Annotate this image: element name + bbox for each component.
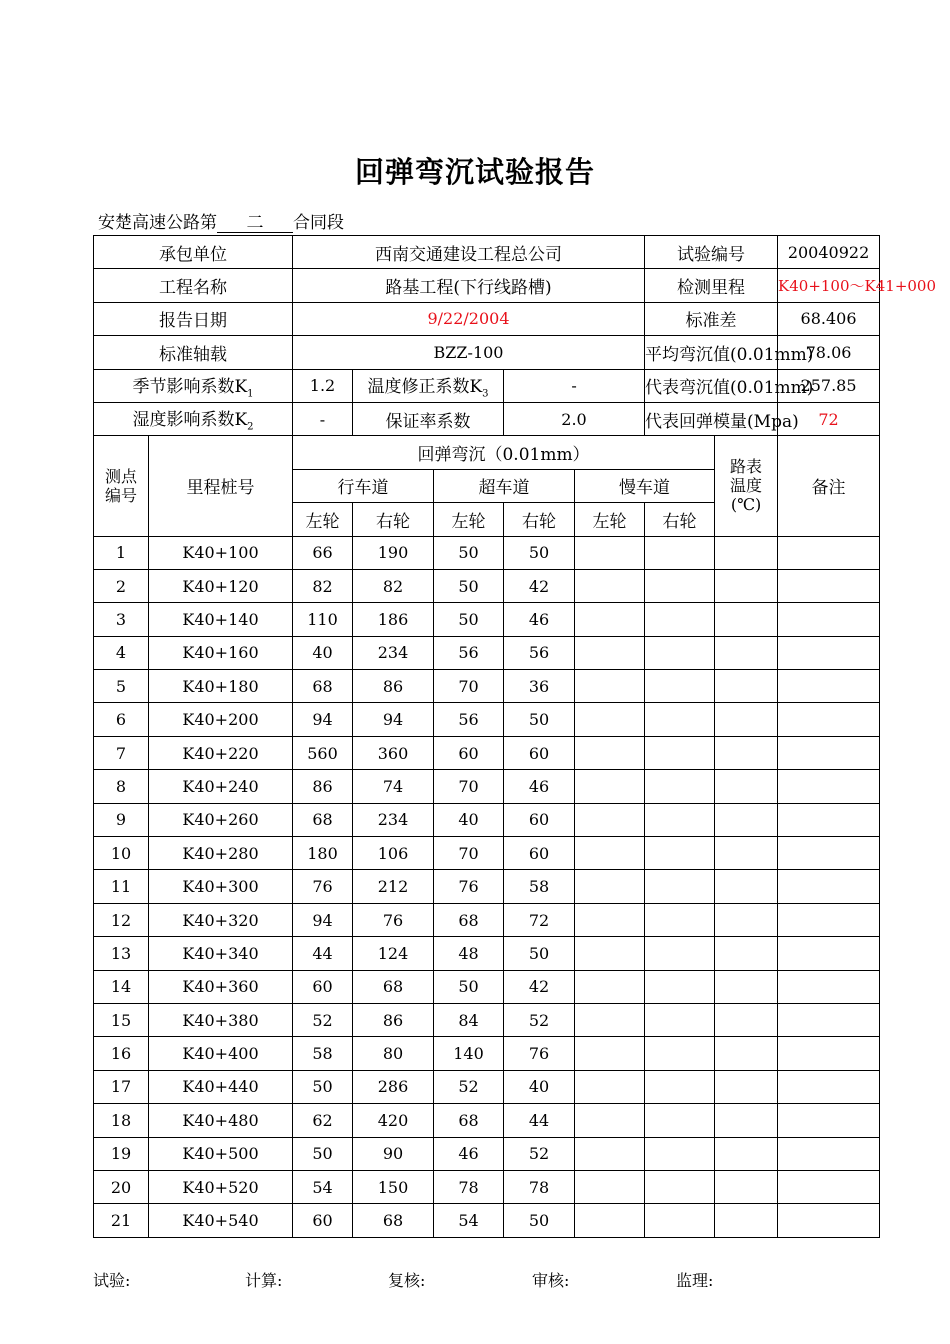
table-row [94, 1070, 880, 1103]
passing-right-cell: 50 [504, 703, 575, 736]
passing-right-cell: 42 [504, 970, 575, 1003]
slow-right-cell [645, 903, 715, 936]
sign-calc: 计算: [245, 1271, 283, 1290]
table-row [94, 1204, 880, 1237]
temperature-cell [715, 1037, 778, 1070]
point-no-cell: 21 [94, 1204, 149, 1237]
axle-value: BZZ-100 [293, 336, 645, 369]
point-no-cell: 14 [94, 970, 149, 1003]
subtitle-prefix: 安楚高速公路第 [98, 213, 217, 233]
passing-left-cell: 50 [434, 603, 504, 636]
table-row [94, 837, 880, 870]
remark-cell [778, 670, 880, 703]
table-row [94, 1037, 880, 1070]
station-cell: K40+480 [149, 1104, 293, 1137]
passing-right-cell: 40 [504, 1070, 575, 1103]
temperature-cell [715, 1104, 778, 1137]
passing-left-cell: 52 [434, 1070, 504, 1103]
temperature-cell [715, 536, 778, 569]
info-row [94, 369, 880, 402]
info-row [94, 269, 880, 302]
driving-right-cell: 106 [353, 837, 434, 870]
left-wheel-header: 左轮 [575, 503, 645, 536]
station-header: 里程桩号 [149, 436, 293, 536]
driving-left-cell: 82 [293, 569, 353, 602]
passing-left-cell: 54 [434, 1204, 504, 1237]
right-wheel-header: 右轮 [504, 503, 575, 536]
slow-right-cell [645, 1003, 715, 1036]
remark-cell [778, 937, 880, 970]
remark-cell [778, 536, 880, 569]
slow-left-cell [575, 670, 645, 703]
deflection-header: 回弹弯沉（0.01mm） [293, 436, 715, 469]
slow-left-cell [575, 569, 645, 602]
passing-right-cell: 50 [504, 536, 575, 569]
station-cell: K40+400 [149, 1037, 293, 1070]
driving-left-cell: 58 [293, 1037, 353, 1070]
driving-right-cell: 68 [353, 970, 434, 1003]
point-no-cell: 15 [94, 1003, 149, 1036]
passing-left-cell: 84 [434, 1003, 504, 1036]
passing-left-cell: 70 [434, 837, 504, 870]
slow-right-cell [645, 670, 715, 703]
driving-right-cell: 86 [353, 670, 434, 703]
subtitle-suffix: 合同段 [293, 213, 344, 233]
header-row [94, 436, 880, 469]
slow-right-cell [645, 603, 715, 636]
remark-cell [778, 803, 880, 836]
station-cell: K40+520 [149, 1170, 293, 1203]
remark-cell [778, 1003, 880, 1036]
passing-left-cell: 140 [434, 1037, 504, 1070]
passing-left-cell: 56 [434, 636, 504, 669]
driving-left-cell: 60 [293, 1204, 353, 1237]
left-wheel-header: 左轮 [293, 503, 353, 536]
temperature-cell [715, 837, 778, 870]
measurement-rows [94, 536, 880, 1237]
mileage-value: K40+100～K41+000 [778, 269, 880, 302]
passing-left-cell: 50 [434, 569, 504, 602]
table-row [94, 670, 880, 703]
point-no-cell: 3 [94, 603, 149, 636]
avg-deflection-label: 平均弯沉值(0.01mm) [645, 336, 778, 369]
remark-cell [778, 1170, 880, 1203]
std-dev-label: 标准差 [645, 302, 778, 335]
station-cell: K40+500 [149, 1137, 293, 1170]
driving-right-cell: 150 [353, 1170, 434, 1203]
station-cell: K40+160 [149, 636, 293, 669]
passing-left-cell: 60 [434, 736, 504, 769]
driving-left-cell: 86 [293, 770, 353, 803]
slow-right-cell [645, 736, 715, 769]
passing-left-cell: 56 [434, 703, 504, 736]
remark-cell [778, 1037, 880, 1070]
passing-left-cell: 50 [434, 536, 504, 569]
station-cell: K40+120 [149, 569, 293, 602]
slow-left-cell [575, 1137, 645, 1170]
temperature-cell [715, 1204, 778, 1237]
slow-right-cell [645, 1037, 715, 1070]
remark-header: 备注 [778, 436, 880, 536]
station-cell: K40+100 [149, 536, 293, 569]
passing-left-cell: 70 [434, 670, 504, 703]
mileage-label: 检测里程 [645, 269, 778, 302]
driving-left-cell: 76 [293, 870, 353, 903]
driving-right-cell: 74 [353, 770, 434, 803]
driving-lane-header: 行车道 [293, 469, 434, 502]
passing-left-cell: 70 [434, 770, 504, 803]
contractor-value: 西南交通建设工程总公司 [293, 236, 645, 269]
k1-label: 季节影响系数$K_1$ [94, 369, 293, 402]
std-dev-value: 68.406 [778, 302, 880, 335]
passing-right-cell: 60 [504, 803, 575, 836]
driving-left-cell: 560 [293, 736, 353, 769]
slow-lane-header: 慢车道 [575, 469, 715, 502]
guarantee-label: 保证率系数 [353, 402, 504, 435]
slow-left-cell [575, 1170, 645, 1203]
avg-deflection-value: 78.06 [778, 336, 880, 369]
driving-right-cell: 68 [353, 1204, 434, 1237]
point-no-cell: 8 [94, 770, 149, 803]
slow-right-cell [645, 837, 715, 870]
station-cell: K40+320 [149, 903, 293, 936]
slow-left-cell [575, 937, 645, 970]
driving-left-cell: 40 [293, 636, 353, 669]
driving-left-cell: 66 [293, 536, 353, 569]
test-no-label: 试验编号 [645, 236, 778, 269]
station-cell: K40+360 [149, 970, 293, 1003]
table-row [94, 636, 880, 669]
slow-left-cell [575, 970, 645, 1003]
station-cell: K40+260 [149, 803, 293, 836]
remark-cell [778, 970, 880, 1003]
slow-right-cell [645, 703, 715, 736]
driving-right-cell: 420 [353, 1104, 434, 1137]
station-cell: K40+540 [149, 1204, 293, 1237]
point-no-cell: 18 [94, 1104, 149, 1137]
slow-right-cell [645, 937, 715, 970]
driving-left-cell: 52 [293, 1003, 353, 1036]
driving-left-cell: 44 [293, 937, 353, 970]
point-no-cell: 13 [94, 937, 149, 970]
table-row [94, 1104, 880, 1137]
sign-audit: 审核: [532, 1271, 570, 1290]
passing-right-cell: 50 [504, 1204, 575, 1237]
left-wheel-header: 左轮 [434, 503, 504, 536]
remark-cell [778, 703, 880, 736]
driving-right-cell: 90 [353, 1137, 434, 1170]
table-row [94, 1137, 880, 1170]
remark-cell [778, 1204, 880, 1237]
point-no-cell: 16 [94, 1037, 149, 1070]
driving-right-cell: 186 [353, 603, 434, 636]
temperature-cell [715, 1137, 778, 1170]
slow-left-cell [575, 736, 645, 769]
point-no-cell: 7 [94, 736, 149, 769]
temperature-cell [715, 970, 778, 1003]
remark-cell [778, 1104, 880, 1137]
passing-left-cell: 76 [434, 870, 504, 903]
k3-value: - [504, 369, 645, 402]
passing-left-cell: 68 [434, 903, 504, 936]
slow-left-cell [575, 603, 645, 636]
driving-right-cell: 360 [353, 736, 434, 769]
k3-label: 温度修正系数$K_3$ [353, 369, 504, 402]
slow-left-cell [575, 636, 645, 669]
passing-right-cell: 72 [504, 903, 575, 936]
contract-section-line [98, 208, 344, 233]
station-cell: K40+220 [149, 736, 293, 769]
point-no-cell: 9 [94, 803, 149, 836]
passing-left-cell: 48 [434, 937, 504, 970]
temperature-cell [715, 870, 778, 903]
right-wheel-header: 右轮 [645, 503, 715, 536]
slow-left-cell [575, 1070, 645, 1103]
station-cell: K40+200 [149, 703, 293, 736]
slow-right-cell [645, 1204, 715, 1237]
right-wheel-header: 右轮 [353, 503, 434, 536]
temperature-cell [715, 770, 778, 803]
driving-right-cell: 234 [353, 636, 434, 669]
passing-left-cell: 68 [434, 1104, 504, 1137]
passing-right-cell: 60 [504, 837, 575, 870]
slow-right-cell [645, 1070, 715, 1103]
temperature-cell [715, 736, 778, 769]
slow-right-cell [645, 536, 715, 569]
slow-left-cell [575, 903, 645, 936]
table-row [94, 569, 880, 602]
station-cell: K40+300 [149, 870, 293, 903]
k1-value: 1.2 [293, 369, 353, 402]
driving-right-cell: 124 [353, 937, 434, 970]
date-value: 9/22/2004 [293, 302, 645, 335]
slow-right-cell [645, 1137, 715, 1170]
driving-right-cell: 190 [353, 536, 434, 569]
table-row [94, 870, 880, 903]
station-cell: K40+340 [149, 937, 293, 970]
date-label: 报告日期 [94, 302, 293, 335]
slow-left-cell [575, 1003, 645, 1036]
station-cell: K40+140 [149, 603, 293, 636]
passing-right-cell: 50 [504, 937, 575, 970]
temperature-cell [715, 603, 778, 636]
point-no-cell: 19 [94, 1137, 149, 1170]
point-no-cell: 4 [94, 636, 149, 669]
rep-deflection-value: 257.85 [778, 369, 880, 402]
passing-right-cell: 52 [504, 1003, 575, 1036]
temperature-cell [715, 1003, 778, 1036]
driving-right-cell: 212 [353, 870, 434, 903]
slow-right-cell [645, 569, 715, 602]
driving-left-cell: 62 [293, 1104, 353, 1137]
report-title: 回弹弯沉试验报告 [354, 155, 595, 189]
table-row [94, 736, 880, 769]
test-no-value: 20040922 [778, 236, 880, 269]
driving-left-cell: 180 [293, 837, 353, 870]
station-cell: K40+240 [149, 770, 293, 803]
rep-deflection-label: 代表弯沉值(0.01mm) [645, 369, 778, 402]
axle-label: 标准轴载 [94, 336, 293, 369]
driving-left-cell: 68 [293, 670, 353, 703]
driving-left-cell: 94 [293, 903, 353, 936]
temperature-cell [715, 670, 778, 703]
table-row [94, 603, 880, 636]
temperature-header: 路表 温度 (℃) [715, 436, 778, 536]
driving-right-cell: 234 [353, 803, 434, 836]
passing-right-cell: 78 [504, 1170, 575, 1203]
temperature-cell [715, 1070, 778, 1103]
slow-left-cell [575, 770, 645, 803]
point-no-cell: 17 [94, 1070, 149, 1103]
passing-left-cell: 46 [434, 1137, 504, 1170]
slow-right-cell [645, 1170, 715, 1203]
k2-value: - [293, 402, 353, 435]
temperature-cell [715, 903, 778, 936]
slow-left-cell [575, 703, 645, 736]
slow-left-cell [575, 536, 645, 569]
project-label: 工程名称 [94, 269, 293, 302]
passing-right-cell: 58 [504, 870, 575, 903]
point-no-cell: 5 [94, 670, 149, 703]
sign-supervise: 监理: [676, 1271, 714, 1290]
passing-right-cell: 52 [504, 1137, 575, 1170]
remark-cell [778, 603, 880, 636]
passing-right-cell: 36 [504, 670, 575, 703]
table-row [94, 803, 880, 836]
station-cell: K40+380 [149, 1003, 293, 1036]
info-row [94, 402, 880, 435]
temperature-cell [715, 636, 778, 669]
driving-right-cell: 82 [353, 569, 434, 602]
point-no-cell: 20 [94, 1170, 149, 1203]
station-cell: K40+180 [149, 670, 293, 703]
passing-right-cell: 44 [504, 1104, 575, 1137]
passing-right-cell: 60 [504, 736, 575, 769]
point-no-header: 测点 编号 [94, 436, 149, 536]
remark-cell [778, 870, 880, 903]
driving-right-cell: 76 [353, 903, 434, 936]
slow-right-cell [645, 770, 715, 803]
driving-left-cell: 54 [293, 1170, 353, 1203]
station-cell: K40+440 [149, 1070, 293, 1103]
remark-cell [778, 1070, 880, 1103]
modulus-value: 72 [778, 402, 880, 435]
section-number: 二 [217, 214, 293, 233]
project-value: 路基工程(下行线路槽) [293, 269, 645, 302]
point-no-cell: 11 [94, 870, 149, 903]
table-row [94, 970, 880, 1003]
slow-left-cell [575, 1104, 645, 1137]
passing-left-cell: 78 [434, 1170, 504, 1203]
passing-right-cell: 76 [504, 1037, 575, 1070]
slow-left-cell [575, 870, 645, 903]
modulus-label: 代表回弹模量(Mpa) [645, 402, 778, 435]
temperature-cell [715, 803, 778, 836]
slow-right-cell [645, 870, 715, 903]
driving-left-cell: 50 [293, 1070, 353, 1103]
k2-label: 湿度影响系数$K_2$ [94, 402, 293, 435]
table-row [94, 703, 880, 736]
table-row [94, 536, 880, 569]
report-table [93, 235, 937, 1238]
temperature-cell [715, 1170, 778, 1203]
slow-left-cell [575, 1204, 645, 1237]
slow-left-cell [575, 803, 645, 836]
signature-line [0, 1268, 950, 1292]
driving-left-cell: 50 [293, 1137, 353, 1170]
contractor-label: 承包单位 [94, 236, 293, 269]
passing-right-cell: 56 [504, 636, 575, 669]
table-row [94, 1170, 880, 1203]
temperature-cell [715, 569, 778, 602]
table-row [94, 770, 880, 803]
temperature-cell [715, 937, 778, 970]
driving-left-cell: 94 [293, 703, 353, 736]
point-no-cell: 12 [94, 903, 149, 936]
passing-right-cell: 46 [504, 770, 575, 803]
remark-cell [778, 903, 880, 936]
guarantee-value: 2.0 [504, 402, 645, 435]
passing-right-cell: 42 [504, 569, 575, 602]
passing-left-cell: 40 [434, 803, 504, 836]
sign-review: 复核: [388, 1271, 426, 1290]
slow-right-cell [645, 970, 715, 1003]
info-row [94, 302, 880, 335]
point-no-cell: 1 [94, 536, 149, 569]
driving-left-cell: 68 [293, 803, 353, 836]
remark-cell [778, 569, 880, 602]
slow-right-cell [645, 636, 715, 669]
temperature-cell [715, 703, 778, 736]
table-row [94, 1003, 880, 1036]
slow-right-cell [645, 803, 715, 836]
point-no-cell: 10 [94, 837, 149, 870]
remark-cell [778, 636, 880, 669]
table-row [94, 903, 880, 936]
point-no-cell: 2 [94, 569, 149, 602]
driving-left-cell: 110 [293, 603, 353, 636]
info-row [94, 236, 880, 269]
info-row [94, 336, 880, 369]
slow-right-cell [645, 1104, 715, 1137]
driving-right-cell: 286 [353, 1070, 434, 1103]
remark-cell [778, 770, 880, 803]
driving-left-cell: 60 [293, 970, 353, 1003]
driving-right-cell: 80 [353, 1037, 434, 1070]
driving-right-cell: 86 [353, 1003, 434, 1036]
slow-left-cell [575, 1037, 645, 1070]
sign-test: 试验: [93, 1271, 131, 1290]
remark-cell [778, 837, 880, 870]
remark-cell [778, 1137, 880, 1170]
passing-right-cell: 46 [504, 603, 575, 636]
slow-left-cell [575, 837, 645, 870]
point-no-cell: 6 [94, 703, 149, 736]
table-row [94, 937, 880, 970]
remark-cell [778, 736, 880, 769]
passing-left-cell: 50 [434, 970, 504, 1003]
driving-right-cell: 94 [353, 703, 434, 736]
passing-lane-header: 超车道 [434, 469, 575, 502]
station-cell: K40+280 [149, 837, 293, 870]
